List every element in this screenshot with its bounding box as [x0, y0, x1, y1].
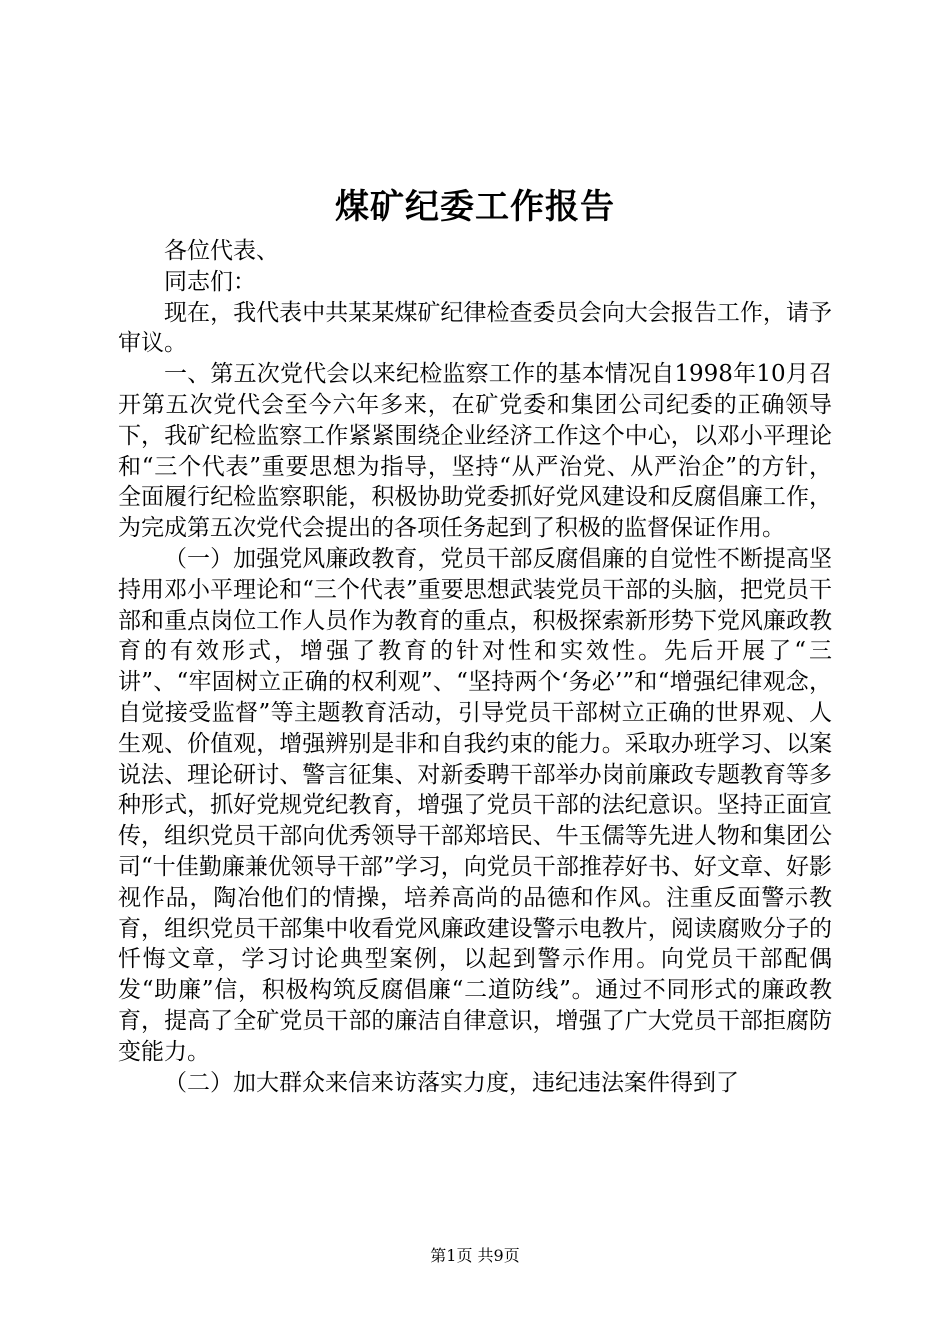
- intro-paragraph: 现在，我代表中共某某煤矿纪律检查委员会向大会报告工作，请予审议。: [118, 299, 832, 357]
- subsection-one-paragraph: （一）加强党风廉政教育，党员干部反腐倡廉的自觉性不断提高坚持用邓小平理论和“三个代表”重要思想武装党员干部的头脑，把党员干部和重点岗位工作人员作为教育的重点，积极探索新形势下党风廉政教育的有效形式，增强了教育的针对性和实效性。先后开展了“三讲”、“牢固树立正确的权利观”、“坚持两个‘务必’”和“增强纪律观念，自觉接受监督”等主题教育活动，引导党员干部树立正确的世界观、人生观、价值观，增强辨别是非和自我约束的能力。采取办班学习、以案说法、理论研讨、警言征集、对新委聘干部举办岗前廉政专题教育等多种形式，抓好党规党纪教育，增强了党员干部的法纪意识。坚持正面宣传，组织党员干部向优秀领导干部郑培民、牛玉儒等先进人物和集团公司“十佳勤廉兼优领导干部”学习，向党员干部推荐好书、好文章、好影视作品，陶冶他们的情操，培养高尚的品德和作风。注重反面警示教育，组织党员干部集中收看党风廉政建设警示电教片，阅读腐败分子的忏悔文章，学习讨论典型案例，以起到警示作用。向党员干部配偶发“助廉”信，积极构筑反腐倡廉“二道防线”。通过不同形式的廉政教育，提高了全矿党员干部的廉洁自律意识，增强了广大党员干部拒腐防变能力。: [118, 545, 832, 1065]
- salutation-line-2: 同志们：: [164, 268, 256, 295]
- document-title: 煤矿纪委工作报告: [335, 187, 615, 227]
- salutation-line-1: 各位代表、: [164, 238, 279, 264]
- document-body: [118, 236, 832, 1098]
- section-one-paragraph: 一、第五次党代会以来纪检监察工作的基本情况自1998年10月召开第五次党代会至今六年多来，在矿党委和集团公司纪委的正确领导下，我矿纪检监察工作紧紧围绕企业经济工作这个中心，以邓小平理论和“三个代表”重要思想为指导，坚持“从严治党、从严治企”的方针，全面履行纪检监察职能，积极协助党委抓好党风建设和反腐倡廉工作，为完成第五次党代会提出的各项任务起到了积极的监督保证作用。: [118, 361, 832, 542]
- page-number-footer: 第1页 共9页: [430, 1246, 520, 1265]
- subsection-two-paragraph: （二）加大群众来信来访落实力度，违纪违法案件得到了: [164, 1069, 739, 1096]
